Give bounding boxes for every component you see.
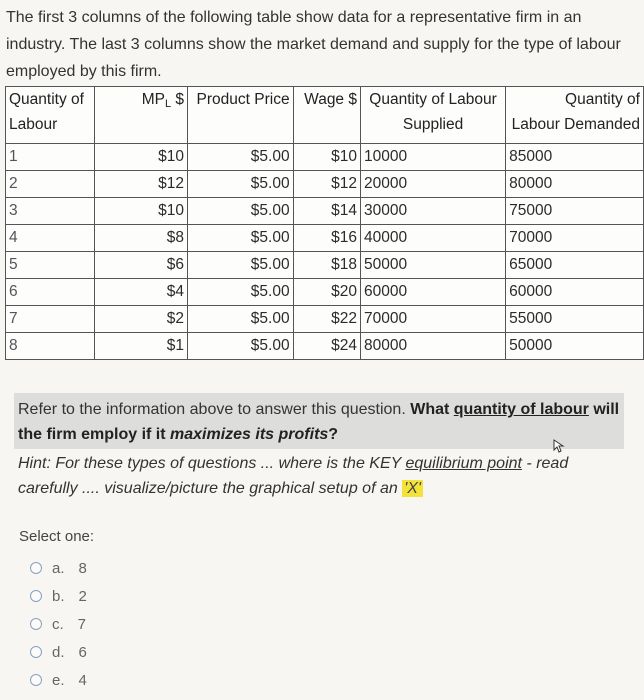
table-row <box>6 198 644 225</box>
select-one-label: Select one: <box>19 528 95 545</box>
header-mpl: $MP_L$ $ <box>95 87 188 144</box>
cell-mpl: $10 <box>95 144 188 171</box>
cell-wage: $18 <box>293 252 360 279</box>
cell-quantity-demanded: 80000 <box>506 171 644 198</box>
cell-quantity: 8 <box>6 333 95 360</box>
cell-quantity: 5 <box>6 252 95 279</box>
cell-wage: $22 <box>293 306 360 333</box>
table-row <box>6 225 644 252</box>
option-c[interactable]: c. 7 <box>30 610 87 638</box>
cell-mpl: $4 <box>95 279 188 306</box>
cell-product-price: $5.00 <box>188 225 294 252</box>
header-quantity-of-labour: Quantity of Labour <box>6 87 95 144</box>
cell-product-price: $5.00 <box>188 333 294 360</box>
cell-product-price: $5.00 <box>188 171 294 198</box>
cell-quantity-supplied: 20000 <box>360 171 505 198</box>
data-table <box>5 86 644 360</box>
header-quantity-demanded: Quantity of Labour Demanded <box>506 87 644 144</box>
cell-quantity-demanded: 70000 <box>506 225 644 252</box>
cell-product-price: $5.00 <box>188 252 294 279</box>
cell-wage: $14 <box>293 198 360 225</box>
cell-quantity-supplied: 70000 <box>360 306 505 333</box>
option-b[interactable]: b. 2 <box>30 582 87 610</box>
header-product-price: Product Price <box>188 87 294 144</box>
table-row <box>6 144 644 171</box>
cell-quantity: 7 <box>6 306 95 333</box>
cell-quantity: 2 <box>6 171 95 198</box>
cell-quantity-demanded: 85000 <box>506 144 644 171</box>
cell-wage: $20 <box>293 279 360 306</box>
table-row <box>6 279 644 306</box>
cell-quantity-demanded: 60000 <box>506 279 644 306</box>
cell-quantity-demanded: 65000 <box>506 252 644 279</box>
radio-a[interactable] <box>30 562 42 574</box>
hint-text: Hint: For these types of questions ... where is the KEY equilibrium point - read carefully .... visualize/picture the graphical setup of an 'X' <box>18 455 569 497</box>
header-quantity-supplied: Quantity of Labour Supplied <box>360 87 505 144</box>
cell-quantity-supplied: 40000 <box>360 225 505 252</box>
table-row <box>6 171 644 198</box>
cell-quantity-supplied: 50000 <box>360 252 505 279</box>
cell-product-price: $5.00 <box>188 144 294 171</box>
cell-quantity-supplied: 30000 <box>360 198 505 225</box>
cell-mpl: $10 <box>95 198 188 225</box>
question-box: Refer to the information above to answer this question. What quantity of labour will the firm employ if it maximizes its profits? <box>14 393 624 449</box>
cell-wage: $24 <box>293 333 360 360</box>
radio-d[interactable] <box>30 646 42 658</box>
cell-wage: $16 <box>293 225 360 252</box>
cell-quantity: 4 <box>6 225 95 252</box>
cell-quantity: 1 <box>6 144 95 171</box>
table-header-row <box>6 87 644 144</box>
cell-quantity-demanded: 50000 <box>506 333 644 360</box>
cell-wage: $10 <box>293 144 360 171</box>
cell-quantity-demanded: 75000 <box>506 198 644 225</box>
cell-product-price: $5.00 <box>188 198 294 225</box>
cell-mpl: $1 <box>95 333 188 360</box>
table-row <box>6 252 644 279</box>
table-row <box>6 306 644 333</box>
cell-quantity-demanded: 55000 <box>506 306 644 333</box>
table-row <box>6 333 644 360</box>
radio-b[interactable] <box>30 590 42 602</box>
header-wage: Wage $ <box>293 87 360 144</box>
cell-mpl: $2 <box>95 306 188 333</box>
intro-paragraph: The first 3 columns of the following table show data for a representative firm in an industry. The last 3 columns show the market demand and supply for the type of labour employed by this firm. <box>6 9 621 80</box>
cell-mpl: $6 <box>95 252 188 279</box>
option-d[interactable]: d. 6 <box>30 638 87 666</box>
cell-mpl: $12 <box>95 171 188 198</box>
option-a[interactable]: a. 8 <box>30 554 87 582</box>
radio-e[interactable] <box>30 674 42 686</box>
cell-quantity: 6 <box>6 279 95 306</box>
cell-product-price: $5.00 <box>188 306 294 333</box>
cell-quantity-supplied: 60000 <box>360 279 505 306</box>
cell-mpl: $8 <box>95 225 188 252</box>
cell-wage: $12 <box>293 171 360 198</box>
answer-options <box>30 554 87 694</box>
option-e[interactable]: e. 4 <box>30 666 87 694</box>
cell-quantity-supplied: 80000 <box>360 333 505 360</box>
cell-quantity: 3 <box>6 198 95 225</box>
x-highlight: 'X' <box>404 480 421 497</box>
radio-c[interactable] <box>30 618 42 630</box>
cell-product-price: $5.00 <box>188 279 294 306</box>
cell-quantity-supplied: 10000 <box>360 144 505 171</box>
